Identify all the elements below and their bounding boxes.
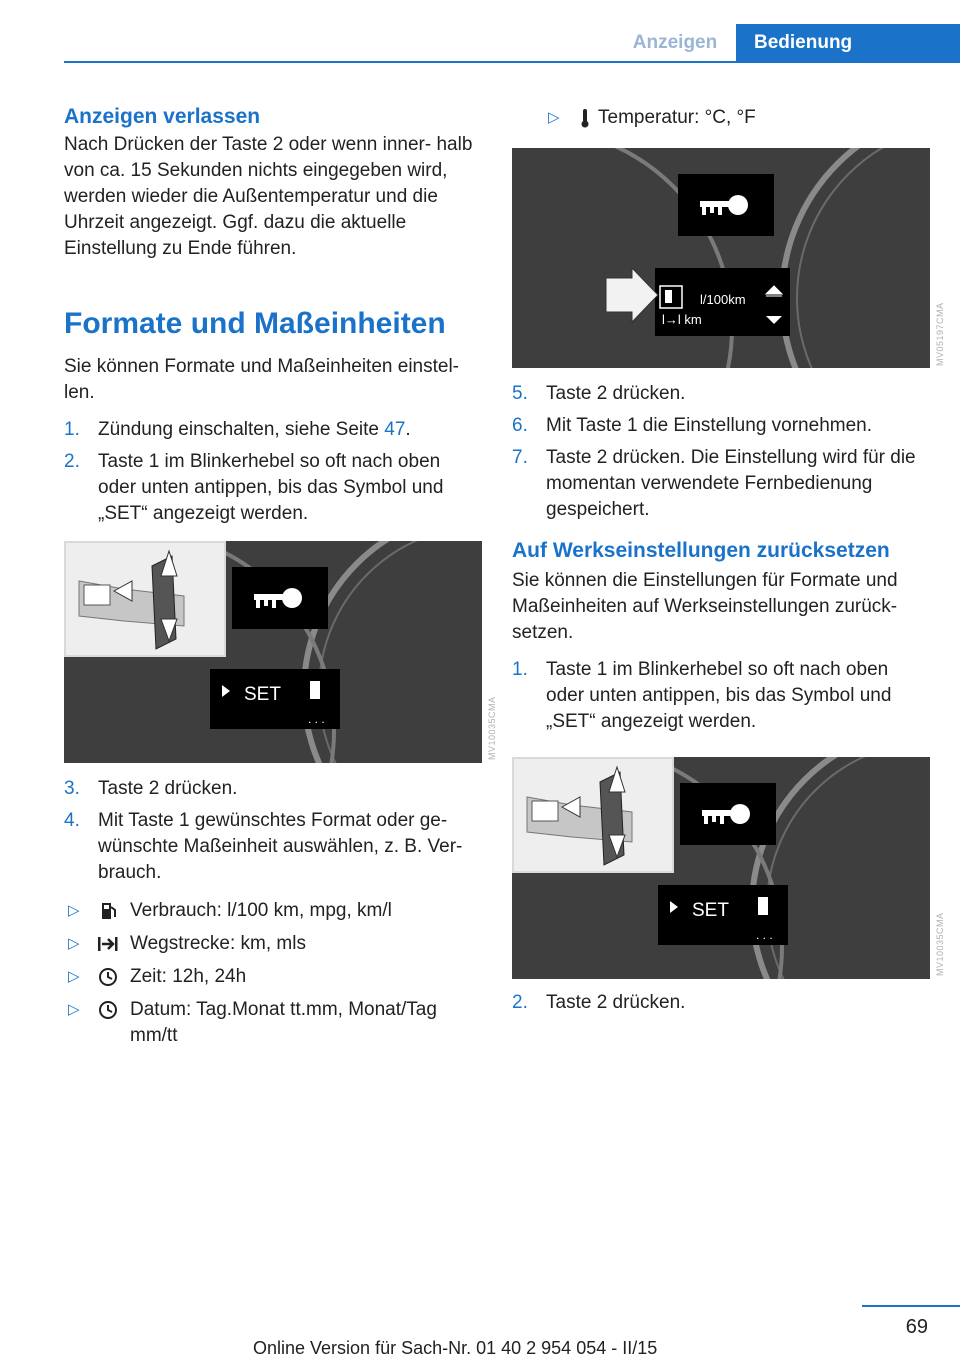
distance-icon bbox=[97, 934, 119, 954]
footer-text: Online Version für Sach-Nr. 01 40 2 954 054 - II/15 bbox=[253, 1338, 658, 1358]
bullet-triangle-icon: ▷ bbox=[68, 1001, 80, 1018]
figure-turn-signal-set bbox=[64, 541, 482, 763]
step-text: Zündung einschalten, siehe Seite bbox=[98, 419, 385, 440]
svg-text:. . .: . . . bbox=[756, 928, 773, 942]
bullet-triangle-icon: ▷ bbox=[68, 968, 80, 985]
steps-list-e bbox=[512, 990, 930, 1016]
list-item bbox=[64, 808, 482, 1049]
steps-list-d bbox=[512, 657, 930, 735]
list-item bbox=[512, 657, 930, 735]
step-text: Mit Taste 1 die Einstellung vornehmen. bbox=[546, 415, 872, 436]
list-item bbox=[64, 931, 482, 957]
step-number: 1. bbox=[512, 659, 528, 680]
option-text: Temperatur: °C, °F bbox=[598, 107, 756, 128]
figure-row1-text: l/100km bbox=[700, 292, 746, 307]
option-text: Datum: Tag.Monat tt.mm, Monat/Tag mm/tt bbox=[130, 999, 437, 1046]
bullet-triangle-icon: ▷ bbox=[548, 109, 560, 126]
clock-icon bbox=[97, 967, 119, 987]
step-text: Taste 2 drücken. bbox=[546, 992, 686, 1013]
step-text: Taste 1 im Blinkerhebel so oft nach oben oder unten antippen, bis das Symbol und „SET“ angezeigt werden. bbox=[98, 451, 444, 524]
page-link[interactable]: 47 bbox=[384, 419, 406, 440]
list-item bbox=[512, 105, 930, 131]
right-column bbox=[512, 381, 930, 741]
step-number: 4. bbox=[64, 810, 80, 831]
option-text: Verbrauch: l/100 km, mpg, km/l bbox=[130, 900, 392, 921]
figure-set-label: SET bbox=[692, 900, 729, 921]
bullet-triangle-icon: ▷ bbox=[68, 902, 80, 919]
figure-unit-display bbox=[512, 148, 930, 368]
step-text: Mit Taste 1 gewünschtes Format oder ge- wünschte Maßeinheit auswählen, z. B. Ver- brauch. bbox=[98, 810, 463, 883]
list-item bbox=[512, 445, 930, 523]
step-text-end: . bbox=[405, 419, 411, 440]
list-item bbox=[512, 381, 930, 407]
step-text: Taste 2 drücken. bbox=[98, 778, 238, 799]
list-item bbox=[64, 449, 482, 527]
list-item bbox=[64, 964, 482, 990]
page-number: 69 bbox=[905, 1316, 928, 1338]
left-column-lower bbox=[64, 776, 482, 1056]
section-title-werkseinstellungen: Auf Werkseinstellungen zurücksetzen bbox=[512, 539, 890, 562]
step-text: Taste 1 im Blinkerhebel so oft nach oben oder unten antippen, bis das Symbol und „SET“ angezeigt werden. bbox=[546, 659, 892, 732]
figure-code-2: MV05197CMA bbox=[935, 302, 945, 366]
fuel-pump-icon bbox=[97, 901, 119, 921]
clock-icon bbox=[97, 1000, 119, 1020]
paragraph-formate: Sie können Formate und Maßeinheiten einstel- len. bbox=[64, 356, 460, 403]
figure-code-3: MV10035CMA bbox=[935, 912, 945, 976]
list-item bbox=[64, 776, 482, 802]
step-text: Taste 2 drücken. bbox=[546, 383, 686, 404]
option-text: Wegstrecke: km, mls bbox=[130, 933, 306, 954]
figure-code-1: MV10035CMA bbox=[487, 696, 497, 760]
list-item bbox=[64, 997, 482, 1049]
thermometer-icon bbox=[574, 108, 596, 128]
option-text: Zeit: 12h, 24h bbox=[130, 966, 247, 987]
footer-rule bbox=[862, 1305, 960, 1307]
list-item bbox=[512, 413, 930, 439]
step-number: 3. bbox=[64, 778, 80, 799]
bullet-triangle-icon: ▷ bbox=[68, 935, 80, 952]
section-title-formate: Formate und Maßeinheiten bbox=[64, 307, 446, 340]
step-number: 2. bbox=[64, 451, 80, 472]
list-item bbox=[512, 990, 930, 1016]
steps-list-b bbox=[64, 776, 482, 1049]
steps-list-a bbox=[64, 417, 482, 527]
step-number: 1. bbox=[64, 419, 80, 440]
header-tab-bedienung[interactable]: Bedienung bbox=[736, 24, 960, 62]
paragraph-werkseinstellungen: Sie können die Einstellungen für Formate und Maßeinheiten auf Werkseinstellungen zurück- setzen. bbox=[512, 570, 898, 643]
step-number: 7. bbox=[512, 447, 528, 468]
header-tab-anzeigen[interactable]: Anzeigen bbox=[632, 32, 718, 53]
left-column bbox=[64, 103, 482, 533]
right-column-top bbox=[512, 105, 930, 138]
step-number: 6. bbox=[512, 415, 528, 436]
header-rule bbox=[64, 61, 960, 63]
section-title-anzeigen-verlassen: Anzeigen verlassen bbox=[64, 105, 261, 128]
figure-turn-signal-set-2 bbox=[512, 757, 930, 979]
step-text: Taste 2 drücken. Die Einstellung wird für die momentan verwendete Fernbedienung gespeichert. bbox=[546, 447, 916, 520]
list-item bbox=[64, 417, 482, 443]
step-number: 2. bbox=[512, 992, 528, 1013]
step-number: 5. bbox=[512, 383, 528, 404]
temperature-option bbox=[512, 105, 930, 131]
paragraph-anzeigen-verlassen: Nach Drücken der Taste 2 oder wenn inner- halb von ca. 15 Sekunden nichts eingegeben wird, werden wieder die Außentemperatur und die Uhrzeit angezeigt. Ggf. dazu die aktuelle Einstellung zu Ende führen. bbox=[64, 134, 473, 259]
steps-list-c bbox=[512, 381, 930, 523]
list-item bbox=[64, 898, 482, 924]
format-options bbox=[64, 898, 482, 1049]
figure-set-label: SET bbox=[244, 684, 281, 705]
right-column-lower bbox=[512, 990, 930, 1022]
svg-text:. . .: . . . bbox=[308, 712, 325, 726]
figure-row2-text: l→l km bbox=[662, 312, 702, 327]
